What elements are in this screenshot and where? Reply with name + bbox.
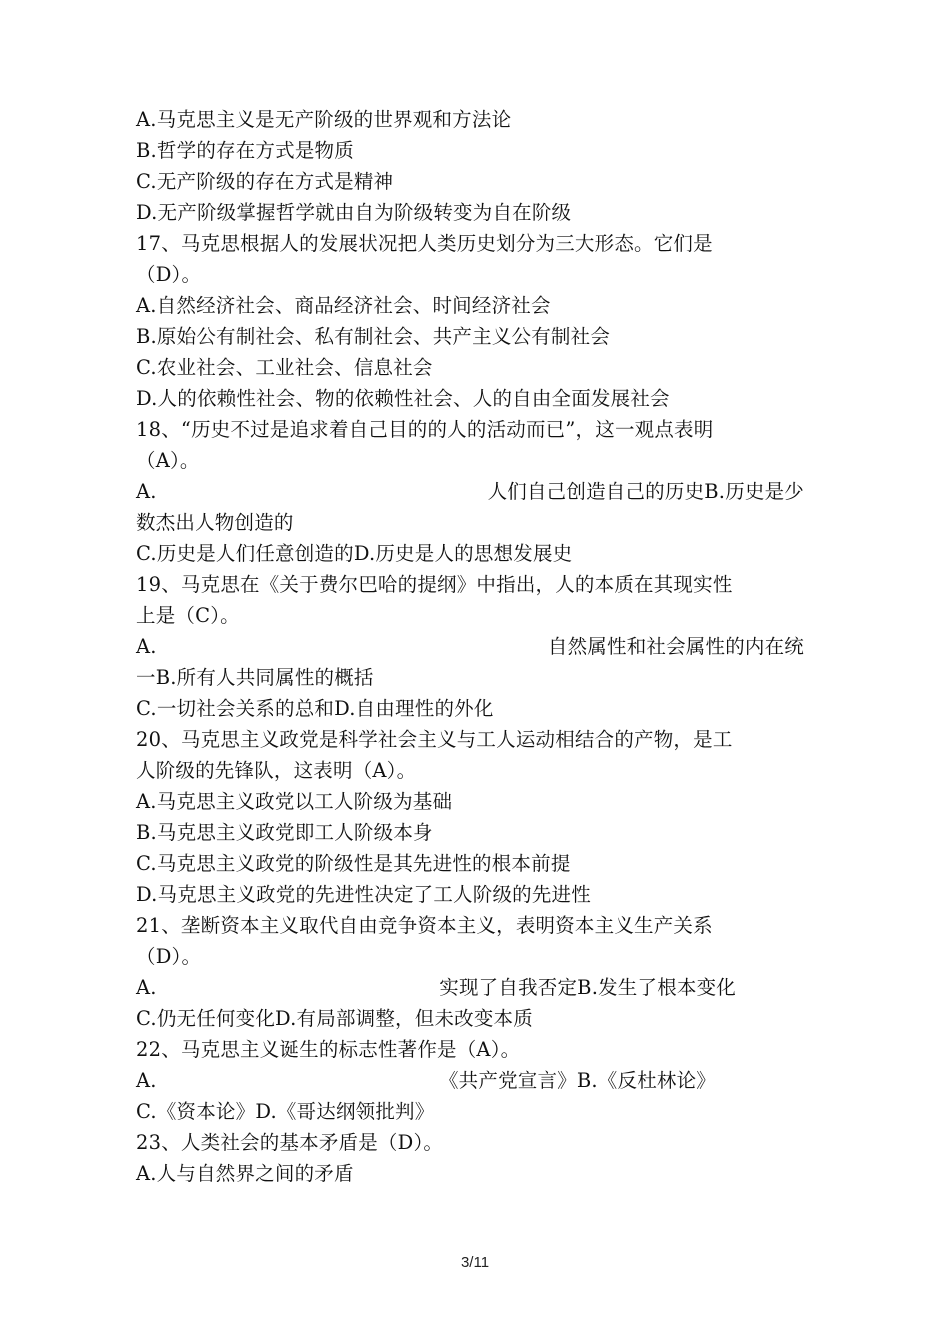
text-line: A.马克思主义是无产阶级的世界观和方法论 [136,108,512,131]
question-20-stem-cont: 人阶级的先锋队，这表明（A）。 [136,759,417,782]
text-line: B.原始公有制社会、私有制社会、共产主义公有制社会 [136,325,611,348]
text-line: D.人的依赖性社会、物的依赖性社会、人的自由全面发展社会 [136,387,670,410]
option-label: A. [136,1069,157,1092]
text-line: A.自然经济社会、商品经济社会、时间经济社会 [136,294,551,317]
question-text-block [136,104,816,1189]
question-21-stem: 21、垄断资本主义取代自由竞争资本主义，表明资本主义生产关系 [136,914,713,937]
justified-option-line [136,476,804,507]
text-line: C.无产阶级的存在方式是精神 [136,170,394,193]
question-19-stem: 19、马克思在《关于费尔巴哈的提纲》中指出，人的本质在其现实性 [136,573,733,596]
question-22-stem: 22、马克思主义诞生的标志性著作是（A）。 [136,1038,521,1061]
option-label: A. [136,480,157,503]
justified-option-line [136,972,736,1003]
text-line: A.马克思主义政党以工人阶级为基础 [136,790,453,813]
text-line: C.《资本论》D.《哥达纲领批判》 [136,1100,435,1123]
question-17-answer: （D）。 [136,263,202,286]
text-line: C.马克思主义政党的阶级性是其先进性的根本前提 [136,852,571,875]
question-23-stem: 23、人类社会的基本矛盾是（D）。 [136,1131,444,1154]
option-text: 《共产党宣言》B.《反杜林论》 [438,1069,716,1092]
justified-option-line [136,631,804,662]
text-line: B.马克思主义政党即工人阶级本身 [136,821,433,844]
question-17-stem: 17、马克思根据人的发展状况把人类历史划分为三大形态。它们是 [136,232,713,255]
text-line: C.农业社会、工业社会、信息社会 [136,356,433,379]
text-line: A.人与自然界之间的矛盾 [136,1162,354,1185]
option-label: A. [136,635,157,658]
text-line: D.无产阶级掌握哲学就由自为阶级转变为自在阶级 [136,201,572,224]
question-18-stem: 18、“历史不过是追求着自己目的的人的活动而已”，这一观点表明 [136,418,714,441]
question-19-answer: 上是（C）。 [136,604,240,627]
text-line: D.马克思主义政党的先进性决定了工人阶级的先进性 [136,883,591,906]
text-line: C.历史是人们任意创造的D.历史是人的思想发展史 [136,542,573,565]
page-number: 3/11 [460,1254,490,1271]
option-text: 实现了自我否定B.发生了根本变化 [439,976,736,999]
text-line: C.仍无任何变化D.有局部调整，但未改变本质 [136,1007,533,1030]
text-line: C.一切社会关系的总和D.自由理性的外化 [136,697,494,720]
question-18-answer: （A）。 [136,449,200,472]
question-21-answer: （D）。 [136,945,202,968]
text-line: 数杰出人物创造的 [136,511,294,534]
option-label: A. [136,976,157,999]
justified-option-line [136,1065,716,1096]
option-text: 自然属性和社会属性的内在统 [547,635,804,658]
text-line: B.哲学的存在方式是物质 [136,139,354,162]
question-20-stem: 20、马克思主义政党是科学社会主义与工人运动相结合的产物，是工 [136,728,733,751]
option-text: 人们自己创造自己的历史B.历史是少 [487,480,804,503]
text-line: 一B.所有人共同属性的概括 [136,666,374,689]
